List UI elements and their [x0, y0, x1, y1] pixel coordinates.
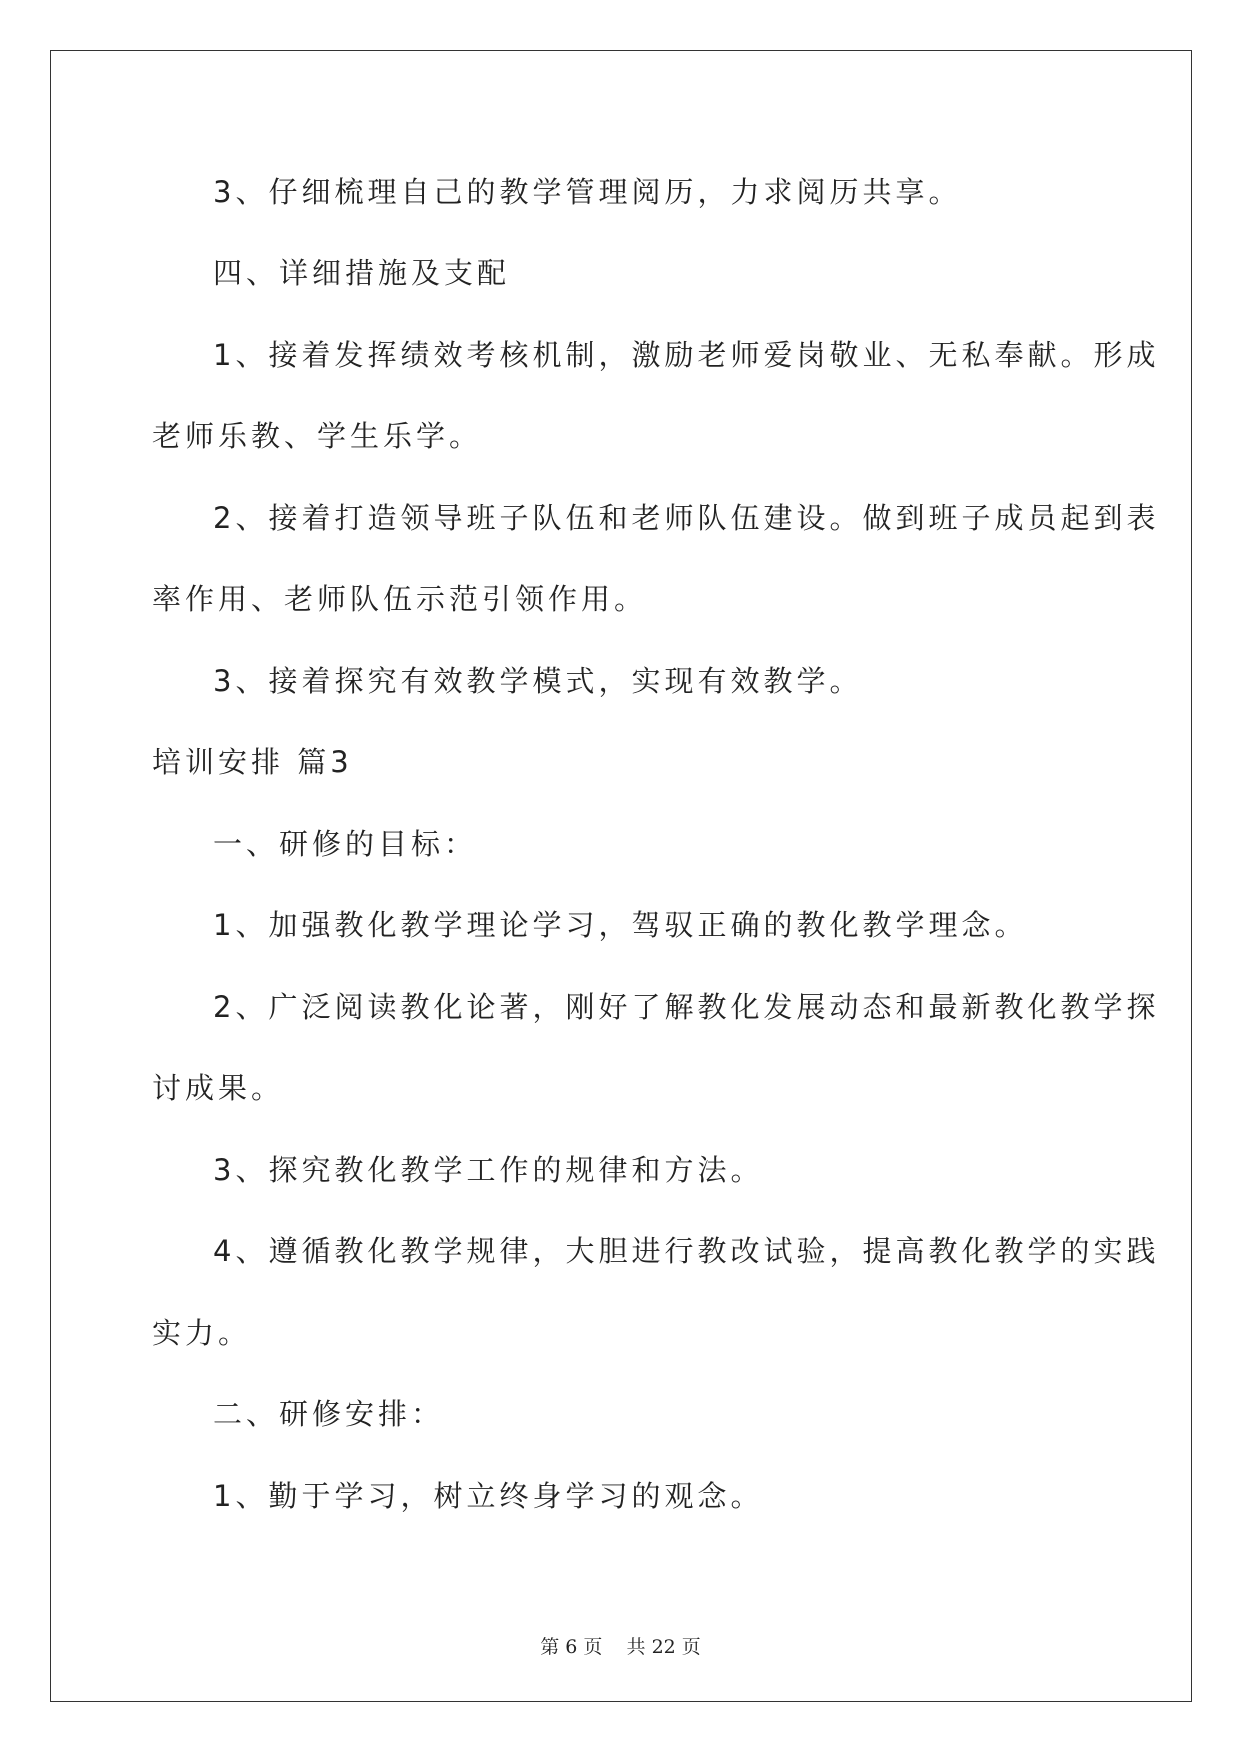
section-heading: 四、详细措施及支配: [213, 256, 511, 290]
paragraph-line: 3、仔细梳理自己的教学管理阅历，力求阅历共享。: [213, 175, 962, 209]
paragraph-line: 率作用、老师队伍示范引领作用。: [152, 582, 648, 616]
paragraph-line: 讨成果。: [152, 1071, 285, 1105]
section-heading: 一、研修的目标：: [213, 827, 478, 861]
paragraph-line: 3、接着探究有效教学模式，实现有效教学。: [213, 664, 863, 698]
paragraph-line: 2、接着打造领导班子队伍和老师队伍建设。做到班子成员起到表: [213, 501, 1160, 535]
paragraph-line: 4、遵循教化教学规律，大胆进行教改试验，提高教化教学的实践: [213, 1234, 1160, 1268]
page-number-footer: 第 6 页 共 22 页: [540, 1636, 701, 1658]
paragraph-line: 1、接着发挥绩效考核机制，激励老师爱岗敬业、无私奉献。形成: [213, 338, 1160, 372]
section-heading: 二、研修安排：: [213, 1397, 445, 1431]
paragraph-line: 2、广泛阅读教化论著，刚好了解教化发展动态和最新教化教学探: [213, 990, 1160, 1024]
page-border: [50, 50, 1192, 1702]
paragraph-line: 实力。: [152, 1316, 252, 1350]
paragraph-line: 1、加强教化教学理论学习，驾驭正确的教化教学理念。: [213, 908, 1028, 942]
paragraph-line: 1、勤于学习，树立终身学习的观念。: [213, 1479, 764, 1513]
paragraph-line: 3、探究教化教学工作的规律和方法。: [213, 1153, 764, 1187]
paragraph-line: 老师乐教、学生乐学。: [152, 419, 483, 453]
article-title: 培训安排 篇3: [152, 745, 353, 779]
